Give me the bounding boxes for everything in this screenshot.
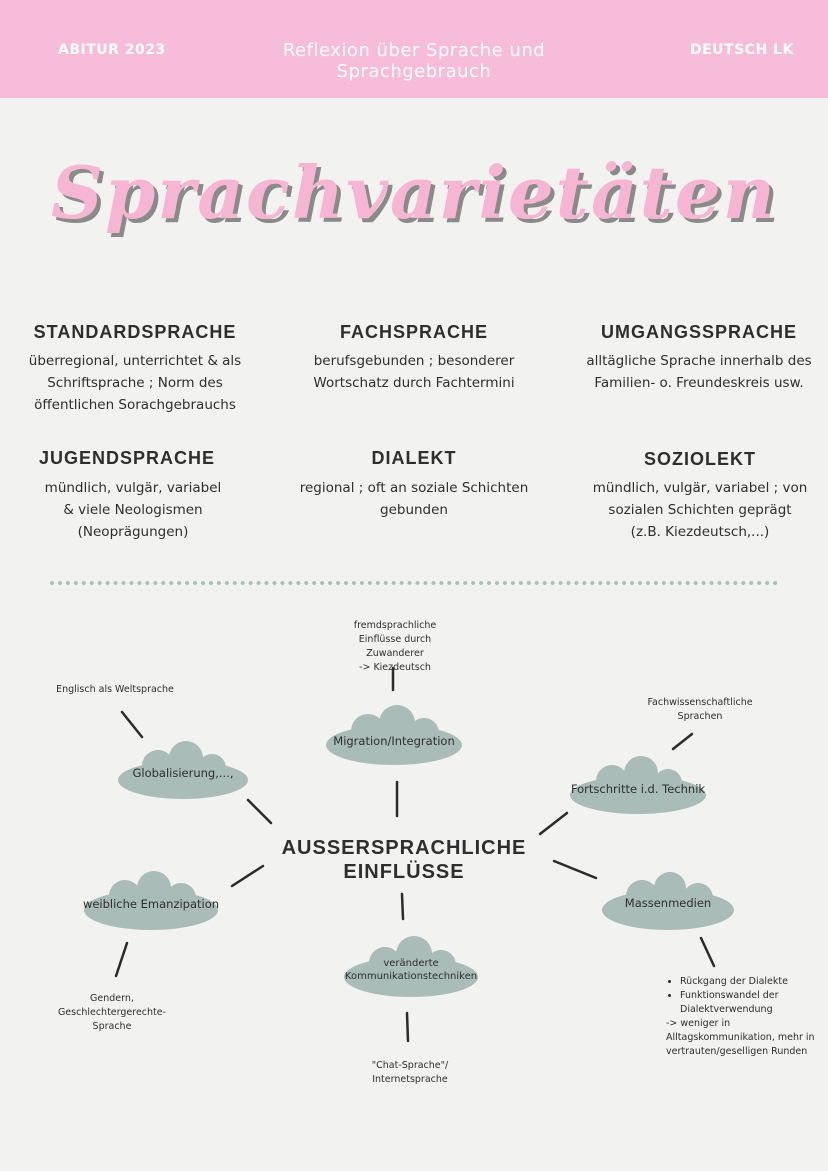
header-right-label: DEUTSCH LK [690,42,794,58]
header-title: Reflexion über Sprache und Sprachgebrauch [282,40,546,82]
note-migration [330,619,460,675]
description-line: (z.B. Kiezdeutsch,...) [630,524,770,540]
connector-line [701,938,714,966]
cloud-kommunikation [340,935,482,1003]
description-line: mündlich, vulgär, variabel [44,480,222,496]
center-title-line: EINFLÜSSE [343,861,465,883]
cloud-label [340,957,482,983]
connector-line [116,943,127,976]
cloud-label: Migration/Integration [333,734,455,748]
description-line: Familien- o. Freundeskreis usw. [594,375,804,391]
description-line: öffentlichen Sorachgebrauchs [34,397,236,413]
bullet-item: • Funktionswandel der Dialektverwendung [680,989,816,1017]
cloud-label: weibliche Emanzipation [82,897,220,911]
cloud-technik [566,755,710,819]
description-line: sozialen Schichten geprägt [608,502,792,518]
note-line: Internetsprache [372,1074,448,1085]
description-line: alltägliche Sprache innerhalb des [586,353,812,369]
note-line: Zuwanderer [366,648,424,659]
connector-line [540,813,567,834]
connector-line [122,712,142,737]
cloud-globalisierung [114,740,252,804]
variety-heading: FACHSPRACHE [339,322,488,342]
cloud-migration [322,703,466,771]
bullet-list [666,975,816,1017]
cloud-label-line: Kommunikationstechniken [344,971,478,982]
variety-heading: UMGANGSSPRACHE [600,322,797,342]
page-title: Sprachvarietäten [50,150,778,235]
variety-heading: SOZIOLEKT [644,449,756,469]
connector-line [554,861,596,878]
note-line: -> Kiezdeutsch [359,662,431,673]
note-line: Geschlechtergerechte- [57,1007,167,1018]
description-line: Schriftsprache ; Norm des [47,375,223,391]
cloud-label-line: veränderte [383,958,439,969]
note-line: Sprache [92,1021,132,1032]
note-emanzipation [42,992,182,1034]
connector-line [402,894,403,919]
note-line: vertrauten/geselligen Runden [666,1046,808,1057]
note-line: -> weniger in [666,1018,731,1029]
center-title-line: AUSSERSPRACHLICHE [281,837,527,859]
note-line: Fachwissenschaftliche [647,697,753,708]
note-line: "Chat-Sprache"/ [371,1060,449,1071]
cloud-massenmedien [598,872,738,936]
header-left-label: ABITUR 2023 [58,42,166,58]
cloud-emanzipation [80,870,222,936]
note-line: Alltagskommunikation, mehr in [666,1032,815,1043]
description-line: Wortschatz durch Fachtermini [313,375,515,391]
note-technik [630,696,770,724]
note-massenmedien [666,975,816,1059]
variety-heading: STANDARDSPRACHE [33,322,237,342]
note-line: Sprachen [677,711,723,722]
connector-line [673,734,692,749]
note-line: fremdsprachliche [353,620,437,631]
description-line: gebunden [380,502,448,518]
connector-line [407,1013,408,1041]
cloud-label: Globalisierung,..., [132,766,234,780]
description-line: mündlich, vulgär, variabel ; von [592,480,808,496]
connector-line [232,866,263,886]
variety-heading: JUGENDSPRACHE [38,448,216,468]
note-line: Gendern, [90,993,134,1004]
cloud-label: Massenmedien [624,896,712,910]
description-line: regional ; oft an soziale Schichten [299,480,529,496]
description-line: berufsgebunden ; besonderer [313,353,515,369]
description-line: überregional, unterrichtet & als [28,353,242,369]
note-line: Einflüsse durch [358,634,432,645]
note-globalisierung: Englisch als Weltsprache [56,684,174,695]
mindmap-center-title [270,836,538,884]
variety-heading: DIALEKT [371,448,457,468]
description-line: (Neoprägungen) [77,524,189,540]
bullet-item: • Rückgang der Dialekte [680,975,816,989]
cloud-label: Fortschritte i.d. Technik [570,782,706,796]
description-line: & viele Neologismen [63,502,203,518]
note-kommunikation [340,1059,480,1087]
